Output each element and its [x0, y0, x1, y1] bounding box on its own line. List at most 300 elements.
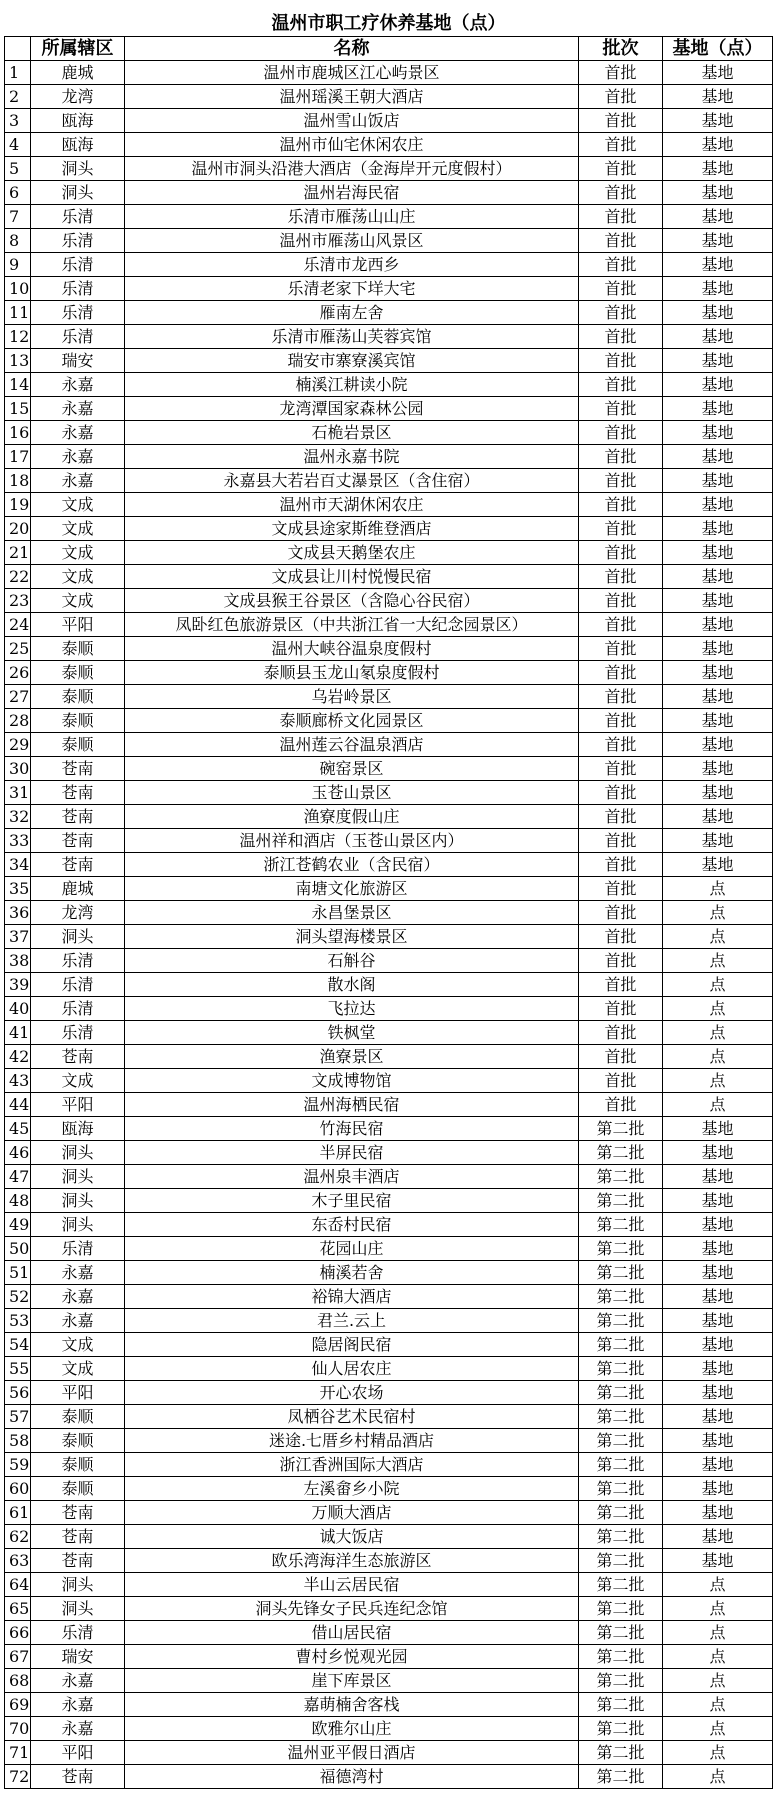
- table-row: [5, 973, 773, 997]
- row-name: 瑞安市寨寮溪宾馆: [125, 349, 579, 373]
- row-index: 33: [5, 829, 31, 853]
- row-batch: 首批: [579, 85, 663, 109]
- table-row: [5, 1765, 773, 1789]
- row-index: 68: [5, 1669, 31, 1693]
- row-batch: 首批: [579, 421, 663, 445]
- row-district: 洞头: [31, 925, 125, 949]
- row-name: 龙湾潭国家森林公园: [125, 397, 579, 421]
- row-district: 洞头: [31, 1165, 125, 1189]
- row-district: 乐清: [31, 1237, 125, 1261]
- row-index: 62: [5, 1525, 31, 1549]
- row-district: 永嘉: [31, 373, 125, 397]
- row-district: 乐清: [31, 325, 125, 349]
- row-type: 点: [663, 1645, 773, 1669]
- row-type: 点: [663, 1717, 773, 1741]
- row-type: 基地: [663, 589, 773, 613]
- row-type: 基地: [663, 517, 773, 541]
- row-index: 3: [5, 109, 31, 133]
- table-row: [5, 757, 773, 781]
- row-type: 基地: [663, 493, 773, 517]
- row-index: 54: [5, 1333, 31, 1357]
- row-batch: 第二批: [579, 1453, 663, 1477]
- table-row: [5, 1405, 773, 1429]
- table-row: [5, 1357, 773, 1381]
- row-index: 39: [5, 973, 31, 997]
- table-row: [5, 421, 773, 445]
- row-type: 基地: [663, 1357, 773, 1381]
- row-type: 基地: [663, 157, 773, 181]
- row-type: 基地: [663, 1381, 773, 1405]
- row-batch: 首批: [579, 229, 663, 253]
- row-district: 苍南: [31, 757, 125, 781]
- row-name: 万顺大酒店: [125, 1501, 579, 1525]
- row-name: 雁南左舍: [125, 301, 579, 325]
- table-row: [5, 1693, 773, 1717]
- row-type: 基地: [663, 661, 773, 685]
- row-index: 5: [5, 157, 31, 181]
- row-index: 58: [5, 1429, 31, 1453]
- row-batch: 首批: [579, 781, 663, 805]
- row-type: 点: [663, 1597, 773, 1621]
- row-batch: 第二批: [579, 1765, 663, 1789]
- row-type: 基地: [663, 1261, 773, 1285]
- row-type: 基地: [663, 1405, 773, 1429]
- row-batch: 首批: [579, 469, 663, 493]
- row-type: 基地: [663, 373, 773, 397]
- row-district: 洞头: [31, 1597, 125, 1621]
- row-type: 基地: [663, 1549, 773, 1573]
- row-index: 2: [5, 85, 31, 109]
- table-row: [5, 277, 773, 301]
- row-name: 渔寮景区: [125, 1045, 579, 1069]
- row-batch: 首批: [579, 1069, 663, 1093]
- row-district: 乐清: [31, 1021, 125, 1045]
- table-body: [5, 61, 773, 1789]
- row-district: 苍南: [31, 805, 125, 829]
- table-row: [5, 133, 773, 157]
- row-name: 铁枫堂: [125, 1021, 579, 1045]
- row-type: 基地: [663, 757, 773, 781]
- row-name: 温州市鹿城区江心屿景区: [125, 61, 579, 85]
- header-index: [5, 37, 31, 61]
- row-type: 基地: [663, 1189, 773, 1213]
- row-district: 瑞安: [31, 1645, 125, 1669]
- row-type: 点: [663, 1069, 773, 1093]
- row-name: 飞拉达: [125, 997, 579, 1021]
- row-batch: 第二批: [579, 1309, 663, 1333]
- table-row: [5, 325, 773, 349]
- row-batch: 首批: [579, 61, 663, 85]
- base-table: [4, 11, 773, 1789]
- header-name: 名称: [125, 37, 579, 61]
- table-row: [5, 1213, 773, 1237]
- table-row: [5, 1333, 773, 1357]
- row-district: 泰顺: [31, 685, 125, 709]
- row-name: 乐清老家下垟大宅: [125, 277, 579, 301]
- row-batch: 第二批: [579, 1237, 663, 1261]
- row-index: 63: [5, 1549, 31, 1573]
- row-batch: 第二批: [579, 1645, 663, 1669]
- row-batch: 首批: [579, 877, 663, 901]
- table-row: [5, 1525, 773, 1549]
- table-row: [5, 829, 773, 853]
- row-district: 苍南: [31, 829, 125, 853]
- row-batch: 第二批: [579, 1429, 663, 1453]
- row-name: 永昌堡景区: [125, 901, 579, 925]
- row-type: 基地: [663, 205, 773, 229]
- row-name: 曹村乡悦观光园: [125, 1645, 579, 1669]
- row-type: 基地: [663, 397, 773, 421]
- table-row: [5, 517, 773, 541]
- row-name: 洞头望海楼景区: [125, 925, 579, 949]
- row-name: 碗窑景区: [125, 757, 579, 781]
- table-row: [5, 493, 773, 517]
- row-batch: 首批: [579, 901, 663, 925]
- row-batch: 首批: [579, 661, 663, 685]
- row-name: 花园山庄: [125, 1237, 579, 1261]
- table-row: [5, 229, 773, 253]
- row-name: 温州瑶溪王朝大酒店: [125, 85, 579, 109]
- table-row: [5, 85, 773, 109]
- row-type: 基地: [663, 109, 773, 133]
- table-row: [5, 1573, 773, 1597]
- row-index: 47: [5, 1165, 31, 1189]
- row-district: 苍南: [31, 1549, 125, 1573]
- row-district: 永嘉: [31, 1717, 125, 1741]
- table-row: [5, 61, 773, 85]
- table-row: [5, 1285, 773, 1309]
- row-batch: 第二批: [579, 1141, 663, 1165]
- row-type: 基地: [663, 1117, 773, 1141]
- row-name: 迷途.七厝乡村精品酒店: [125, 1429, 579, 1453]
- row-district: 泰顺: [31, 709, 125, 733]
- row-index: 55: [5, 1357, 31, 1381]
- row-index: 19: [5, 493, 31, 517]
- row-batch: 首批: [579, 517, 663, 541]
- row-type: 基地: [663, 469, 773, 493]
- row-district: 泰顺: [31, 1405, 125, 1429]
- row-index: 65: [5, 1597, 31, 1621]
- row-type: 基地: [663, 421, 773, 445]
- row-district: 文成: [31, 565, 125, 589]
- row-index: 22: [5, 565, 31, 589]
- row-type: 点: [663, 1093, 773, 1117]
- row-district: 文成: [31, 517, 125, 541]
- row-type: 基地: [663, 733, 773, 757]
- row-batch: 第二批: [579, 1693, 663, 1717]
- row-batch: 首批: [579, 205, 663, 229]
- table-row: [5, 949, 773, 973]
- table-row: [5, 181, 773, 205]
- row-name: 诚大饭店: [125, 1525, 579, 1549]
- table-row: [5, 805, 773, 829]
- row-index: 66: [5, 1621, 31, 1645]
- row-type: 点: [663, 973, 773, 997]
- row-type: 基地: [663, 781, 773, 805]
- table-row: [5, 1189, 773, 1213]
- row-district: 乐清: [31, 949, 125, 973]
- row-district: 乐清: [31, 1621, 125, 1645]
- row-name: 温州海栖民宿: [125, 1093, 579, 1117]
- row-index: 59: [5, 1453, 31, 1477]
- table-row: [5, 781, 773, 805]
- row-district: 苍南: [31, 1765, 125, 1789]
- row-index: 23: [5, 589, 31, 613]
- row-index: 12: [5, 325, 31, 349]
- table-row: [5, 565, 773, 589]
- row-index: 31: [5, 781, 31, 805]
- row-batch: 第二批: [579, 1357, 663, 1381]
- row-name: 文成县让川村悦慢民宿: [125, 565, 579, 589]
- row-batch: 首批: [579, 733, 663, 757]
- row-district: 乐清: [31, 205, 125, 229]
- row-index: 26: [5, 661, 31, 685]
- row-name: 温州市洞头沿港大酒店（金海岸开元度假村）: [125, 157, 579, 181]
- header-type: 基地（点）: [663, 37, 773, 61]
- row-name: 散水阁: [125, 973, 579, 997]
- row-type: 基地: [663, 253, 773, 277]
- row-name: 半屏民宿: [125, 1141, 579, 1165]
- row-type: 点: [663, 1045, 773, 1069]
- row-batch: 首批: [579, 157, 663, 181]
- row-name: 温州泉丰酒店: [125, 1165, 579, 1189]
- table-row: [5, 1501, 773, 1525]
- row-district: 苍南: [31, 1501, 125, 1525]
- row-batch: 首批: [579, 1045, 663, 1069]
- row-type: 点: [663, 1693, 773, 1717]
- row-index: 52: [5, 1285, 31, 1309]
- row-district: 苍南: [31, 1045, 125, 1069]
- row-name: 泰顺县玉龙山氡泉度假村: [125, 661, 579, 685]
- row-district: 瓯海: [31, 109, 125, 133]
- row-name: 仙人居农庄: [125, 1357, 579, 1381]
- row-district: 永嘉: [31, 1261, 125, 1285]
- row-index: 37: [5, 925, 31, 949]
- row-index: 53: [5, 1309, 31, 1333]
- row-index: 45: [5, 1117, 31, 1141]
- row-index: 15: [5, 397, 31, 421]
- row-name: 楠溪若舍: [125, 1261, 579, 1285]
- row-district: 文成: [31, 1357, 125, 1381]
- row-name: 木子里民宿: [125, 1189, 579, 1213]
- row-batch: 首批: [579, 925, 663, 949]
- row-name: 石桅岩景区: [125, 421, 579, 445]
- table-row: [5, 1165, 773, 1189]
- row-type: 基地: [663, 325, 773, 349]
- row-index: 6: [5, 181, 31, 205]
- row-name: 文成博物馆: [125, 1069, 579, 1093]
- row-index: 21: [5, 541, 31, 565]
- row-district: 文成: [31, 589, 125, 613]
- row-index: 29: [5, 733, 31, 757]
- row-batch: 第二批: [579, 1189, 663, 1213]
- row-type: 点: [663, 1741, 773, 1765]
- row-index: 57: [5, 1405, 31, 1429]
- row-index: 43: [5, 1069, 31, 1093]
- table-row: [5, 1237, 773, 1261]
- row-type: 基地: [663, 1333, 773, 1357]
- row-batch: 首批: [579, 493, 663, 517]
- table-row: [5, 1717, 773, 1741]
- table-row: [5, 1045, 773, 1069]
- row-batch: 首批: [579, 1021, 663, 1045]
- row-district: 鹿城: [31, 61, 125, 85]
- row-index: 27: [5, 685, 31, 709]
- row-index: 41: [5, 1021, 31, 1045]
- row-district: 文成: [31, 1333, 125, 1357]
- row-name: 君兰.云上: [125, 1309, 579, 1333]
- row-name: 文成县天鹅堡农庄: [125, 541, 579, 565]
- row-index: 51: [5, 1261, 31, 1285]
- table-row: [5, 1669, 773, 1693]
- row-batch: 第二批: [579, 1573, 663, 1597]
- row-batch: 首批: [579, 541, 663, 565]
- header-district: 所属辖区: [31, 37, 125, 61]
- row-name: 温州永嘉书院: [125, 445, 579, 469]
- row-index: 9: [5, 253, 31, 277]
- row-batch: 第二批: [579, 1621, 663, 1645]
- row-name: 凤栖谷艺术民宿村: [125, 1405, 579, 1429]
- row-index: 30: [5, 757, 31, 781]
- row-batch: 第二批: [579, 1261, 663, 1285]
- row-district: 乐清: [31, 997, 125, 1021]
- row-index: 67: [5, 1645, 31, 1669]
- row-type: 基地: [663, 1525, 773, 1549]
- row-district: 泰顺: [31, 661, 125, 685]
- row-district: 洞头: [31, 1141, 125, 1165]
- row-index: 50: [5, 1237, 31, 1261]
- row-name: 温州岩海民宿: [125, 181, 579, 205]
- table-row: [5, 253, 773, 277]
- row-batch: 第二批: [579, 1477, 663, 1501]
- row-index: 72: [5, 1765, 31, 1789]
- row-district: 永嘉: [31, 469, 125, 493]
- row-name: 楠溪江耕读小院: [125, 373, 579, 397]
- row-district: 永嘉: [31, 1285, 125, 1309]
- row-name: 文成县猴王谷景区（含隐心谷民宿）: [125, 589, 579, 613]
- row-index: 28: [5, 709, 31, 733]
- row-batch: 首批: [579, 829, 663, 853]
- table-row: [5, 397, 773, 421]
- row-name: 南塘文化旅游区: [125, 877, 579, 901]
- row-type: 基地: [663, 1477, 773, 1501]
- row-name: 温州亚平假日酒店: [125, 1741, 579, 1765]
- row-batch: 首批: [579, 685, 663, 709]
- table-row: [5, 997, 773, 1021]
- row-batch: 首批: [579, 997, 663, 1021]
- title-row: [5, 11, 773, 37]
- row-type: 基地: [663, 685, 773, 709]
- row-district: 龙湾: [31, 901, 125, 925]
- row-name: 欧乐湾海洋生态旅游区: [125, 1549, 579, 1573]
- table-row: [5, 1381, 773, 1405]
- row-district: 平阳: [31, 1381, 125, 1405]
- row-index: 8: [5, 229, 31, 253]
- row-type: 基地: [663, 1309, 773, 1333]
- row-index: 69: [5, 1693, 31, 1717]
- table-row: [5, 613, 773, 637]
- row-batch: 第二批: [579, 1165, 663, 1189]
- row-name: 永嘉县大若岩百丈瀑景区（含住宿）: [125, 469, 579, 493]
- row-name: 温州莲云谷温泉酒店: [125, 733, 579, 757]
- row-name: 温州市天湖休闲农庄: [125, 493, 579, 517]
- row-type: 基地: [663, 1165, 773, 1189]
- row-batch: 首批: [579, 301, 663, 325]
- table-row: [5, 1021, 773, 1045]
- row-index: 11: [5, 301, 31, 325]
- row-index: 49: [5, 1213, 31, 1237]
- row-type: 基地: [663, 541, 773, 565]
- row-district: 泰顺: [31, 1429, 125, 1453]
- table-row: [5, 301, 773, 325]
- table-row: [5, 1429, 773, 1453]
- row-index: 14: [5, 373, 31, 397]
- row-name: 崖下库景区: [125, 1669, 579, 1693]
- table-row: [5, 733, 773, 757]
- row-index: 10: [5, 277, 31, 301]
- row-index: 42: [5, 1045, 31, 1069]
- row-district: 永嘉: [31, 1693, 125, 1717]
- row-type: 基地: [663, 853, 773, 877]
- row-district: 瑞安: [31, 349, 125, 373]
- row-district: 洞头: [31, 157, 125, 181]
- table-row: [5, 469, 773, 493]
- table-row: [5, 901, 773, 925]
- row-batch: 首批: [579, 613, 663, 637]
- table-row: [5, 109, 773, 133]
- row-name: 东岙村民宿: [125, 1213, 579, 1237]
- row-batch: 第二批: [579, 1741, 663, 1765]
- row-batch: 第二批: [579, 1717, 663, 1741]
- table-row: [5, 1141, 773, 1165]
- row-name: 温州祥和酒店（玉苍山景区内）: [125, 829, 579, 853]
- row-name: 借山居民宿: [125, 1621, 579, 1645]
- row-batch: 第二批: [579, 1549, 663, 1573]
- row-district: 永嘉: [31, 1669, 125, 1693]
- row-district: 乐清: [31, 277, 125, 301]
- row-name: 左溪畲乡小院: [125, 1477, 579, 1501]
- row-district: 洞头: [31, 1213, 125, 1237]
- row-type: 基地: [663, 181, 773, 205]
- row-district: 泰顺: [31, 1453, 125, 1477]
- row-batch: 首批: [579, 637, 663, 661]
- row-index: 71: [5, 1741, 31, 1765]
- row-name: 乌岩岭景区: [125, 685, 579, 709]
- row-batch: 首批: [579, 445, 663, 469]
- row-batch: 首批: [579, 253, 663, 277]
- row-batch: 首批: [579, 109, 663, 133]
- row-batch: 首批: [579, 853, 663, 877]
- row-type: 点: [663, 1021, 773, 1045]
- row-batch: 第二批: [579, 1501, 663, 1525]
- row-type: 基地: [663, 85, 773, 109]
- row-type: 点: [663, 997, 773, 1021]
- row-name: 嘉萌楠舍客栈: [125, 1693, 579, 1717]
- row-index: 70: [5, 1717, 31, 1741]
- row-type: 点: [663, 901, 773, 925]
- row-district: 文成: [31, 493, 125, 517]
- row-name: 福德湾村: [125, 1765, 579, 1789]
- row-name: 浙江苍鹤农业（含民宿）: [125, 853, 579, 877]
- row-name: 竹海民宿: [125, 1117, 579, 1141]
- table-row: [5, 589, 773, 613]
- row-district: 乐清: [31, 253, 125, 277]
- row-index: 13: [5, 349, 31, 373]
- row-type: 基地: [663, 709, 773, 733]
- row-type: 基地: [663, 1501, 773, 1525]
- row-index: 44: [5, 1093, 31, 1117]
- row-type: 点: [663, 877, 773, 901]
